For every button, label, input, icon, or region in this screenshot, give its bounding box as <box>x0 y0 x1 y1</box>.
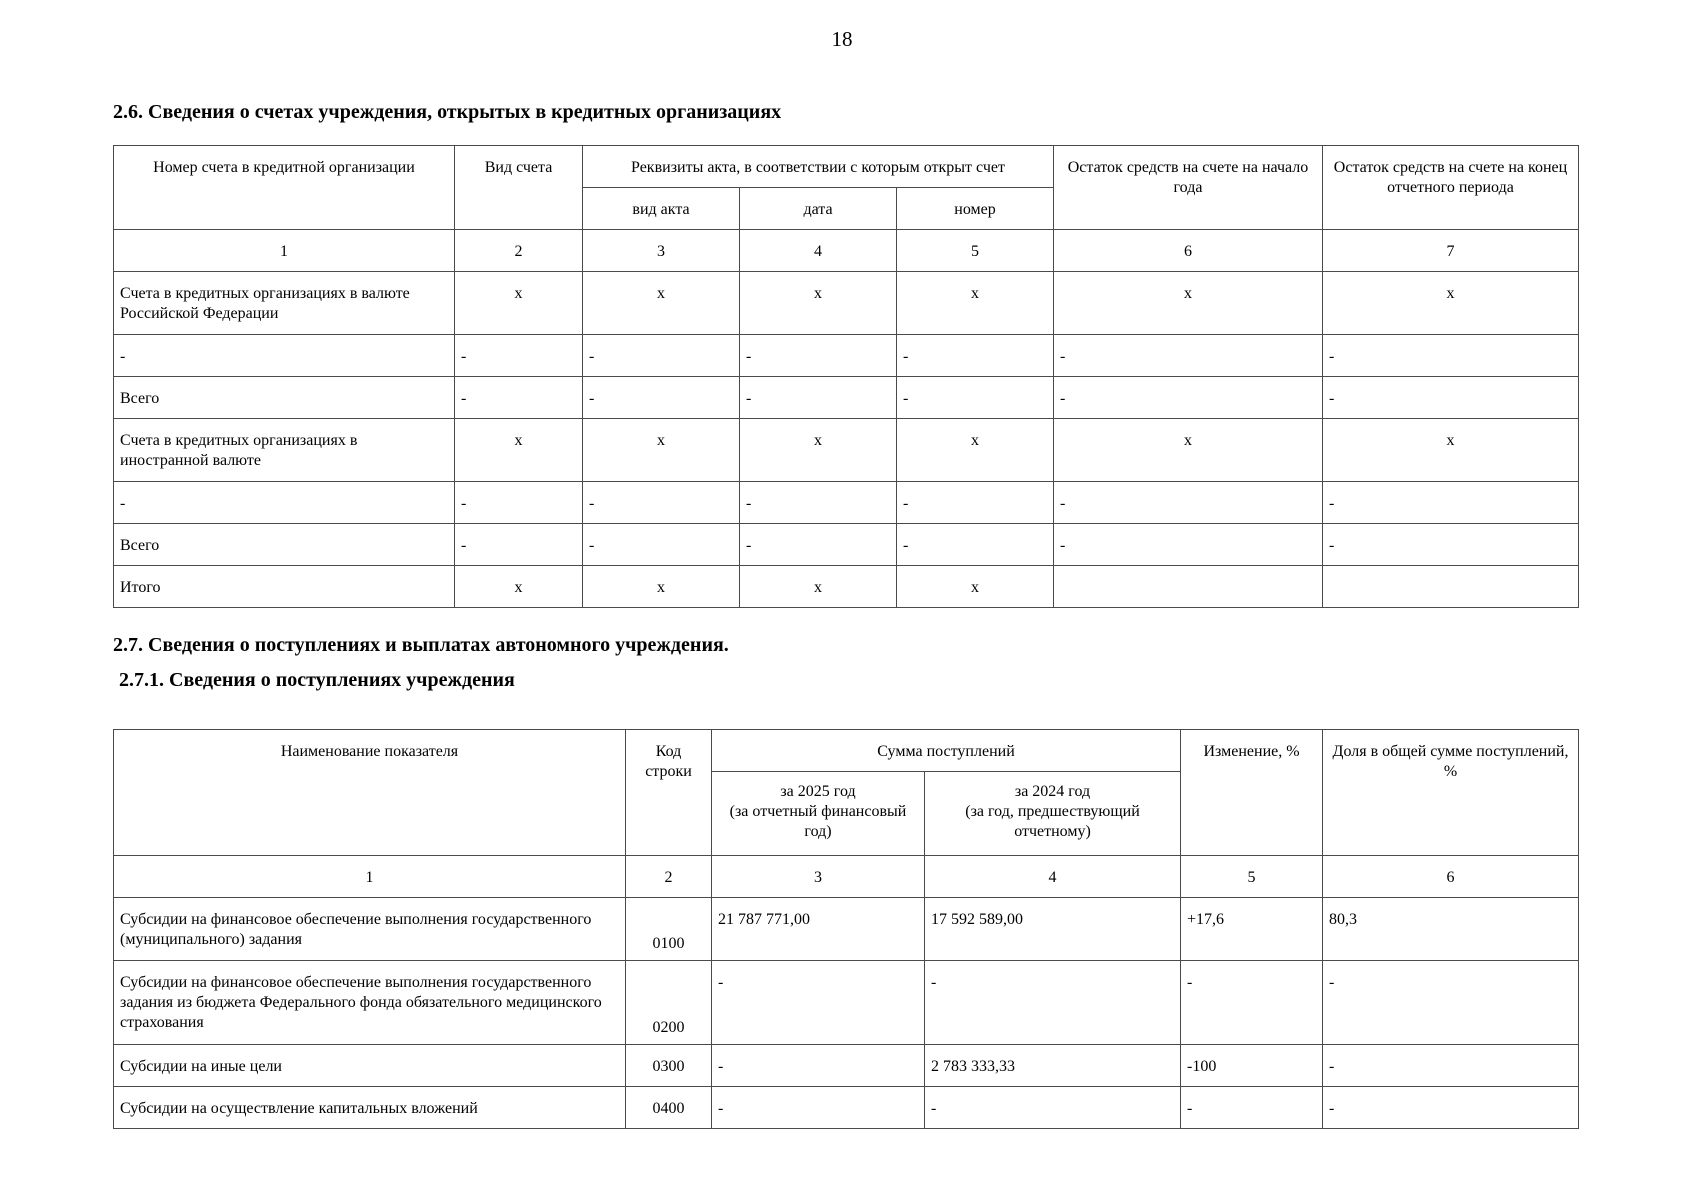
header-receipts-sum: Сумма поступлений <box>712 730 1181 772</box>
row-code: 0100 <box>626 898 712 961</box>
change-value: - <box>1181 1087 1323 1129</box>
header-change-percent: Изменение, % <box>1181 730 1323 856</box>
table-cell: - <box>740 524 897 566</box>
row-code: 0400 <box>626 1087 712 1129</box>
table-cell: - <box>1054 335 1323 377</box>
value-2025: - <box>712 1045 925 1087</box>
table-cell: - <box>583 482 740 524</box>
header-year-2025: за 2025 год (за отчетный финансовый год) <box>712 772 925 856</box>
table-cell: - <box>455 335 583 377</box>
column-number: 6 <box>1323 856 1579 898</box>
header-year-2024: за 2024 год (за год, предшествующий отчетному) <box>925 772 1181 856</box>
table-cell: - <box>1054 482 1323 524</box>
value-2024: - <box>925 961 1181 1045</box>
table-cell: - <box>897 377 1054 419</box>
table-cell: - <box>455 524 583 566</box>
row-label: Счета в кредитных организациях в иностранной валюте <box>114 419 455 482</box>
column-number: 4 <box>740 230 897 272</box>
table-cell: х <box>583 419 740 482</box>
column-number: 6 <box>1054 230 1323 272</box>
row-label: Счета в кредитных организациях в валюте Российской Федерации <box>114 272 455 335</box>
header-act-number: номер <box>897 188 1054 230</box>
header-balance-start: Остаток средств на счете на начало года <box>1054 146 1323 230</box>
table-cell: х <box>1054 272 1323 335</box>
column-numbers-row <box>114 856 1579 898</box>
row-label: Всего <box>114 377 455 419</box>
table-cell: х <box>740 272 897 335</box>
table-cell: - <box>583 335 740 377</box>
table-row <box>114 1045 1579 1087</box>
column-number: 5 <box>1181 856 1323 898</box>
table-cell: х <box>1323 272 1579 335</box>
value-2024: 2 783 333,33 <box>925 1045 1181 1087</box>
value-2025: - <box>712 1087 925 1129</box>
table-cell: х <box>740 419 897 482</box>
row-label: - <box>114 335 455 377</box>
column-number: 3 <box>712 856 925 898</box>
share-value: - <box>1323 1045 1579 1087</box>
column-number: 7 <box>1323 230 1579 272</box>
table-row <box>114 419 1579 482</box>
receipts-table <box>113 729 1579 1129</box>
value-2025: - <box>712 961 925 1045</box>
row-label: Субсидии на осуществление капитальных вложений <box>114 1087 626 1129</box>
column-number: 3 <box>583 230 740 272</box>
table-cell: - <box>740 482 897 524</box>
table-row <box>114 272 1579 335</box>
column-number: 1 <box>114 856 626 898</box>
table-cell: х <box>1054 419 1323 482</box>
row-label: Итого <box>114 566 455 608</box>
section-2-7-1-title: 2.7.1. Сведения о поступлениях учреждения <box>119 669 515 691</box>
value-2024: - <box>925 1087 1181 1129</box>
table-cell: - <box>1323 524 1579 566</box>
table-row <box>114 961 1579 1045</box>
header-share-percent: Доля в общей сумме поступлений, % <box>1323 730 1579 856</box>
table-cell: х <box>1323 419 1579 482</box>
table-cell <box>1323 566 1579 608</box>
table-cell: - <box>897 482 1054 524</box>
table-cell: х <box>583 272 740 335</box>
header-balance-end: Остаток средств на счете на конец отчетного периода <box>1323 146 1579 230</box>
change-value: - <box>1181 961 1323 1045</box>
table-cell: - <box>1054 524 1323 566</box>
row-code: 0200 <box>626 961 712 1045</box>
header-indicator-name: Наименование показателя <box>114 730 626 856</box>
table-cell: х <box>583 566 740 608</box>
table-row <box>114 377 1579 419</box>
value-2025: 21 787 771,00 <box>712 898 925 961</box>
share-value: - <box>1323 1087 1579 1129</box>
table-cell: - <box>583 524 740 566</box>
column-number: 1 <box>114 230 455 272</box>
table-cell: - <box>897 524 1054 566</box>
row-label: Субсидии на иные цели <box>114 1045 626 1087</box>
table-cell: - <box>455 377 583 419</box>
column-number: 5 <box>897 230 1054 272</box>
section-2-7-title: 2.7. Сведения о поступлениях и выплатах автономного учреждения. <box>113 634 729 656</box>
table-cell: х <box>897 419 1054 482</box>
table-cell: х <box>897 272 1054 335</box>
table-row <box>114 482 1579 524</box>
row-code: 0300 <box>626 1045 712 1087</box>
table-cell: - <box>583 377 740 419</box>
header-line-code: Код строки <box>626 730 712 856</box>
table-row <box>114 566 1579 608</box>
row-label: Всего <box>114 524 455 566</box>
table-row <box>114 898 1579 961</box>
column-number: 2 <box>626 856 712 898</box>
table-cell: х <box>455 566 583 608</box>
table-cell: х <box>455 272 583 335</box>
table-cell: - <box>740 335 897 377</box>
value-2024: 17 592 589,00 <box>925 898 1181 961</box>
table-cell: - <box>1054 377 1323 419</box>
share-value: 80,3 <box>1323 898 1579 961</box>
header-act-type: вид акта <box>583 188 740 230</box>
table-cell: х <box>740 566 897 608</box>
change-value: +17,6 <box>1181 898 1323 961</box>
table-cell: х <box>455 419 583 482</box>
table-cell: - <box>455 482 583 524</box>
row-label: - <box>114 482 455 524</box>
table-row <box>114 524 1579 566</box>
table-cell <box>1054 566 1323 608</box>
column-number: 4 <box>925 856 1181 898</box>
table-row <box>114 1087 1579 1129</box>
table-row <box>114 335 1579 377</box>
table-cell: - <box>897 335 1054 377</box>
column-numbers-row <box>114 230 1579 272</box>
table-cell: - <box>1323 335 1579 377</box>
change-value: -100 <box>1181 1045 1323 1087</box>
table-cell: - <box>1323 482 1579 524</box>
table-cell: - <box>1323 377 1579 419</box>
section-2-6-title: 2.6. Сведения о счетах учреждения, открытых в кредитных организациях <box>113 101 782 123</box>
table-cell: х <box>897 566 1054 608</box>
page-number: 18 <box>831 27 853 51</box>
header-act-date: дата <box>740 188 897 230</box>
row-label: Субсидии на финансовое обеспечение выполнения государственного (муниципального) задания <box>114 898 626 961</box>
header-account-type: Вид счета <box>455 146 583 230</box>
accounts-table <box>113 145 1579 608</box>
column-number: 2 <box>455 230 583 272</box>
table-cell: - <box>740 377 897 419</box>
row-label: Субсидии на финансовое обеспечение выполнения государственного задания из бюджета Федерального фонда обязательного медицинского страхования <box>114 961 626 1045</box>
share-value: - <box>1323 961 1579 1045</box>
header-account-number: Номер счета в кредитной организации <box>114 146 455 230</box>
header-act-details: Реквизиты акта, в соответствии с которым открыт счет <box>583 146 1054 188</box>
